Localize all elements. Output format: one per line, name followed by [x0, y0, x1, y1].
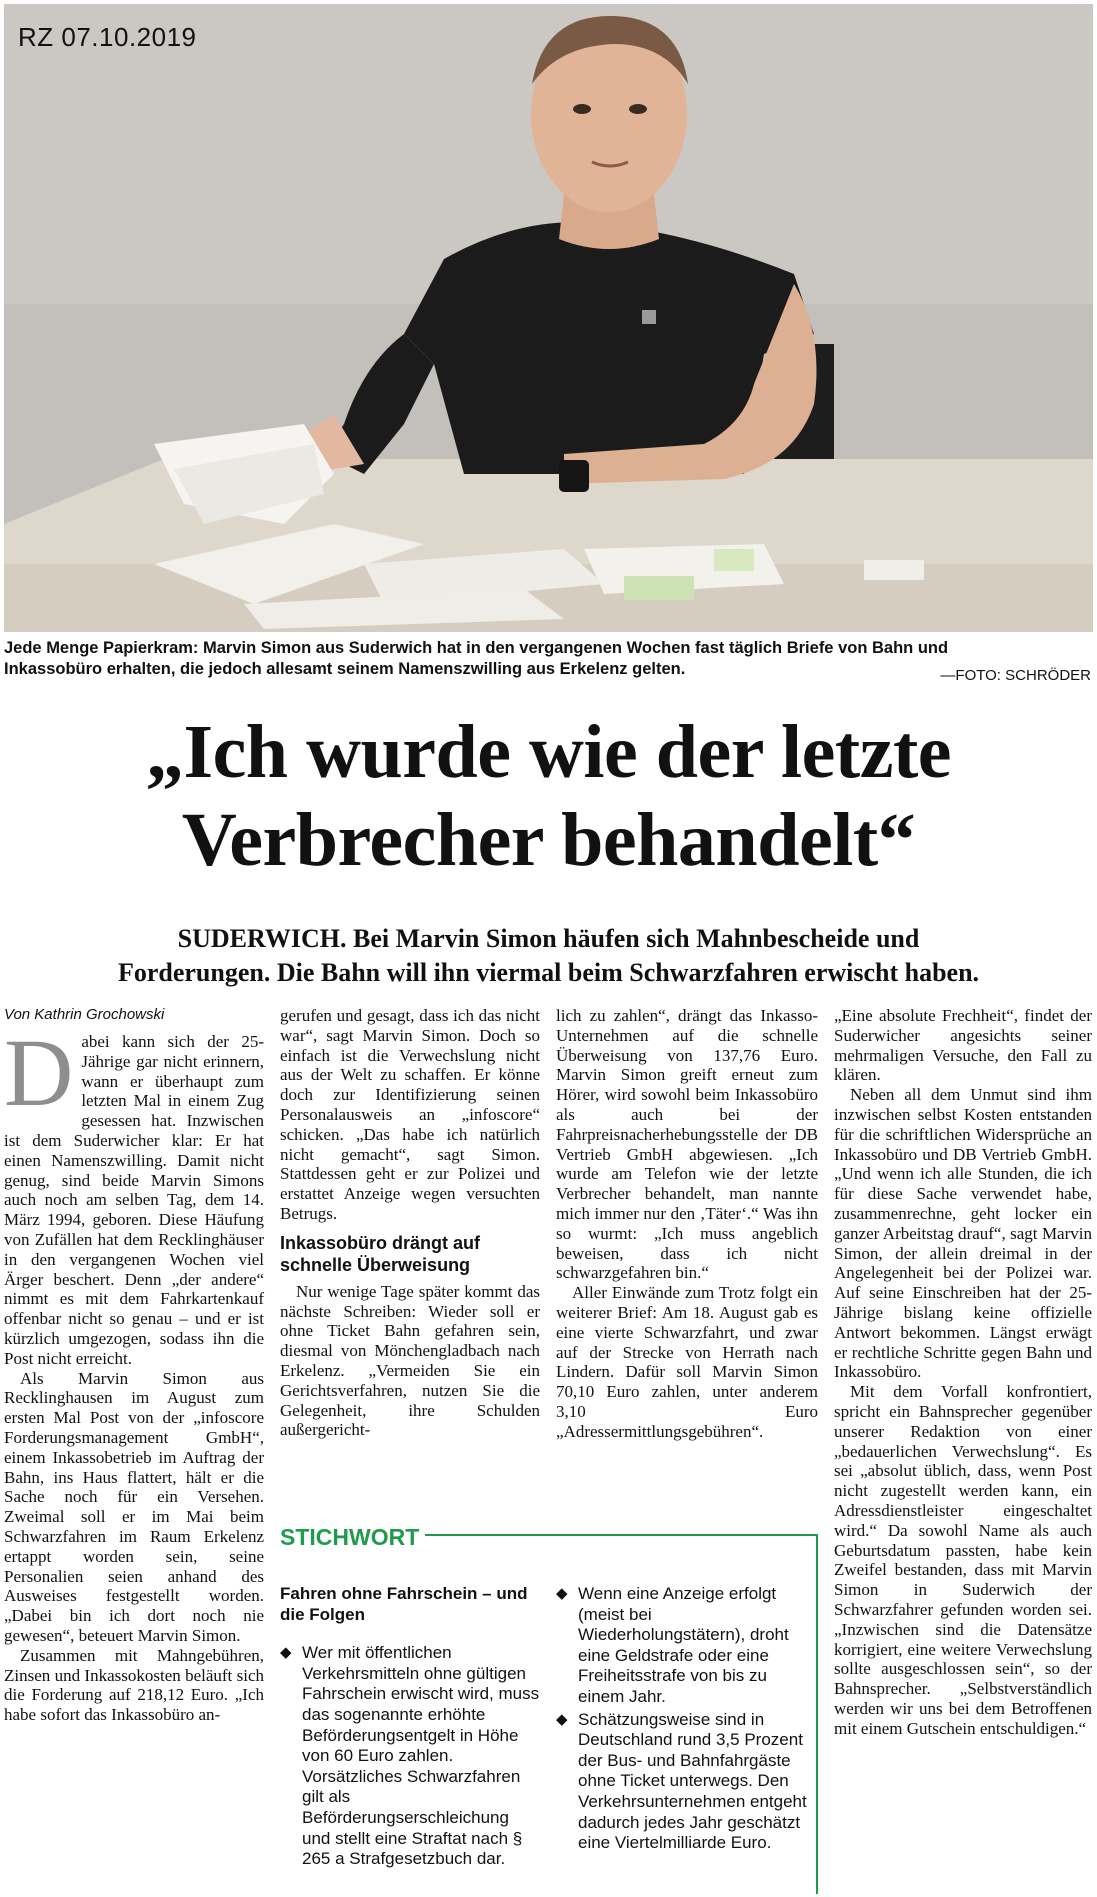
lede-line-1: SUDERWICH. Bei Marvin Simon häufen sich Mahnbescheide und: [177, 924, 920, 953]
date-stamp: RZ 07.10.2019: [18, 22, 197, 52]
author-byline: Von Kathrin Grochowski: [4, 1006, 165, 1023]
article-paragraph: abei kann sich der 25-Jährige gar nicht erinnern, wann er überhaupt zum letzten Mal in einem Zug gesessen hat. Inzwischen ist dem Suderwicher klar: Er hat einen Namenszwilling. Damit nicht genug, sind beide Marvin Simons auch noch am selben Tag, dem 14. März 1994, geboren. Diese Häufung von Zufällen hat dem Recklinghäuser in den vergangenen Wochen viel Ärger beschert. Denn „der andere“ nimmt es mit dem Fahrkartenkauf offenbar nicht so genau – und er ist kürzlich umgezogen, sodass ihn die Post nicht erreicht.: [4, 1032, 264, 1368]
photo-man-with-papers: [4, 4, 1093, 632]
article-paragraph: Zusammen mit Mahngebühren, Zinsen und Inkassokosten beläuft sich die Forderung auf 218,12 Euro. „Ich habe sofort das Inkassobüro an-: [4, 1645, 264, 1725]
photo-caption: [4, 638, 1093, 680]
stichwort-bullet-text: Schätzungsweise sind in Deutschland rund 3,5 Prozent der Bus- und Bahnfahrgäste ohne Ticket unterwegs. Den Verkehrsunternehmen entgeht dadurch jedes Jahr geschätzt eine Viertelmilliarde Euro.: [578, 1709, 807, 1853]
stichwort-label: STICHWORT: [280, 1524, 425, 1551]
article-paragraph: Nur wenige Tage später kommt das nächste Schreiben: Wieder soll er ohne Ticket Bahn gefahren sein, diesmal von Mönchengladbach nach Erkelenz. „Vermeiden Sie ein Gerichtsverfahren, nutzen Sie die Gelegenheit, ihre Schulden außergericht-: [280, 1281, 540, 1440]
stichwort-bullet-text: Wenn eine Anzeige erfolgt (meist bei Wiederholungstätern), droht eine Geldstrafe oder eine Freiheitsstrafe von bis zu einem Jahr.: [578, 1584, 789, 1706]
diamond-bullet-icon: ◆: [556, 1710, 568, 1728]
caption-line-1: Jede Menge Papierkram: Marvin Simon aus Suderwich hat in den vergangenen Wochen fast täglich Briefe von Bahn und: [4, 639, 949, 657]
article-paragraph: Mit dem Vorfall konfrontiert, spricht ein Bahnsprecher gegenüber unserer Redaktion von einer „bedauerlichen Verwechslung“. Es sei „absolut üblich, dass, wenn Post nicht zugestellt werden kann, ein Adressdienstleister eingeschaltet wird.“ Da sowohl Name als auch Geburtsdatum passten, habe kein Zweifel bestanden, dass mit Marvin Simon in Suderwich der Schwarzfahrer gefunden worden sei. „Inzwischen sind die Datensätze korrigiert, eine weitere Verwechslung sollte ausgeschlossen sein“, so der Bahnsprecher. „Selbstverständlich werden wir uns bei dem Betroffenen mit einem Gutschein entschuldigen.“: [834, 1382, 1092, 1738]
article-paragraph: „Eine absolute Frechheit“, findet der Suderwicher angesichts seiner mehrmaligen Versuche, den Fall zu klären.: [834, 1006, 1092, 1085]
article-column-2: [280, 1006, 540, 1440]
stichwort-bullet: [556, 1710, 808, 1854]
stichwort-title: Fahren ohne Fahrschein – und die Folgen: [280, 1584, 528, 1624]
article-column-3: [556, 1006, 818, 1442]
stichwort-column-2: [556, 1584, 808, 1856]
headline-line-1: „Ich wurde wie der letzte: [146, 710, 951, 794]
article-column-4: [834, 1006, 1092, 1738]
diamond-bullet-icon: ◆: [280, 1644, 292, 1662]
article-paragraph: Als Marvin Simon aus Recklinghausen im August zum ersten Mal Post von der „infoscore Forderungsmanagement GmbH“, einem Inkassobetrieb im Auftrag der Bahn, ins Haus flattert, hält er die Sache noch für ein Versehen. Zweimal soll er im Mai beim Schwarzfahren im Raum Erkelenz ertappt worden sein, seine Personalien seien anhand des Ausweises festgestellt worden. „Dabei bin ich dort noch nie gewesen“, beteuert Marvin Simon.: [4, 1368, 264, 1645]
headline-line-2: Verbrecher behandelt“: [181, 798, 916, 882]
article-paragraph: Neben all dem Unmut sind ihm inzwischen selbst Kosten entstanden für die schriftlichen Widersprüche an Inkassobüro und DB Vertrieb GmbH. „Und wenn ich alle Stunden, die ich für diese Sache verwendet habe, zusammenrechne, geht locker ein ganzer Arbeitstag drauf“, sagt Marvin Simon, der allein dreimal in der Angelegenheit bei der Polizei war. Auf seine Einschreiben hat der 25-Jährige bislang keine offizielle Antwort bekommen. Längst erwägt er rechtliche Schritte gegen Bahn und Inkassobüro.: [834, 1085, 1092, 1382]
lede: [0, 922, 1097, 990]
article-photo: [4, 4, 1093, 632]
stichwort-bullet: [556, 1584, 808, 1708]
lede-line-2: Forderungen. Die Bahn will ihn viermal beim Schwarzfahren erwischt haben.: [117, 958, 980, 987]
diamond-bullet-icon: ◆: [556, 1585, 568, 1602]
article-paragraph: Aller Einwände zum Trotz folgt ein weiterer Brief: Am 18. August gab es eine vierte Schwarzfahrt, und zwar auf der Strecke von Herrath nach Lindern. Dafür soll Marvin Simon 70,10 Euro zahlen, unter anderem 3,10 Euro „Adressermittlungsgebühren“.: [556, 1283, 818, 1441]
stichwort-bullet: [280, 1643, 542, 1870]
stichwort-bullet-text: Wer mit öffentlichen Verkehrsmitteln ohne gültigen Fahrschein erwischt wird, muss das sogenannte erhöhte Beförderungsentgelt in Höhe von 60 Euro zahlen. Vorsätzliches Schwarzfahren gilt als Beförderungserschleichung und stellt eine Straftat nach § 265 a Strafgesetzbuch dar.: [302, 1643, 540, 1869]
caption-line-2: Inkassobüro erhalten, die jedoch allesamt seinem Namenszwilling aus Erkelenz gelten.: [4, 660, 686, 678]
headline: [0, 708, 1097, 884]
drop-cap: D: [4, 1019, 74, 1126]
article-column-1: [4, 1019, 264, 1725]
article-paragraph: lich zu zahlen“, drängt das Inkasso-Unternehmen auf die schnelle Überweisung von 137,76 Euro. Marvin Simon greift erneut zum Hörer, wird sowohl beim Inkassobüro als auch bei der Fahrpreisnacherhebungsstelle der DB Vertrieb GmbH abgewiesen. „Ich wurde am Telefon wie der letzte Verbrecher behandelt, man nannte mich immer nur den ‚Täter‘.“ Was ihn so wurmt: „Ich muss angeblich beweisen, dass ich nicht schwarzgefahren bin.“: [556, 1006, 818, 1283]
article-paragraph: gerufen und gesagt, dass ich das nicht war“, sagt Marvin Simon. Doch so einfach ist die Verwechslung nicht aus der Welt zu schaffen. Er könne doch zur Identifizierung seinen Personalausweis an „infoscore“ schicken. „Das habe ich natürlich nicht gemacht“, sagt Simon. Stattdessen geht er zur Polizei und erstattet Anzeige wegen versuchten Betrugs.: [280, 1006, 540, 1223]
photo-credit: —FOTO: SCHRÖDER: [940, 667, 1091, 684]
stichwort-column-1: [280, 1584, 542, 1872]
article-subhead: Inkassobüro drängt auf schnelle Überweisung: [280, 1232, 481, 1275]
